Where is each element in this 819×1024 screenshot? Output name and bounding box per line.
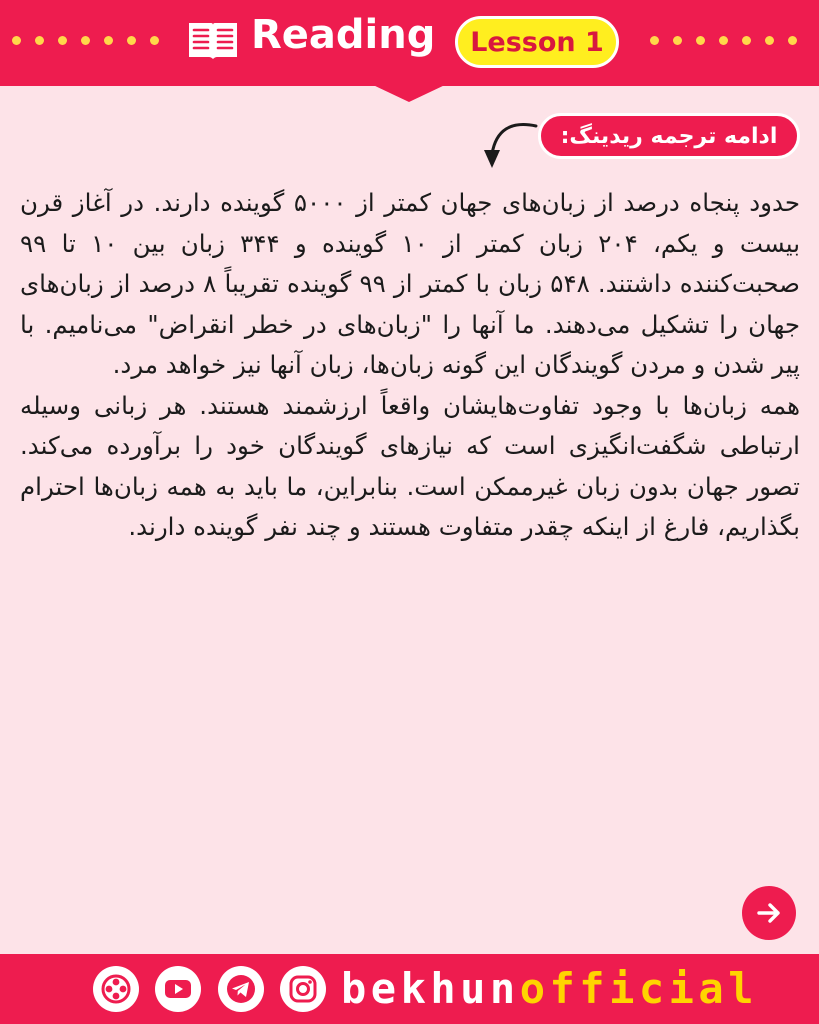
youtube-button[interactable] [155, 966, 201, 1012]
aparat-icon [100, 973, 132, 1005]
page-title: Reading [251, 12, 436, 58]
instagram-button[interactable] [280, 966, 326, 1012]
aparat-button[interactable] [93, 966, 139, 1012]
lesson-badge: Lesson 1 [455, 16, 619, 68]
reading-translation-text [20, 183, 800, 548]
brand-name-part2: official [519, 964, 759, 1013]
arrow-right-icon [754, 898, 784, 928]
next-page-button[interactable] [742, 886, 796, 940]
brand-name-part1: bekhun [341, 964, 520, 1013]
decorative-dots-left [12, 36, 159, 45]
instagram-icon [287, 973, 319, 1005]
brand-handle [341, 962, 758, 1016]
book-icon [186, 18, 240, 62]
paragraph-2: همه زبان‌ها با وجود تفاوت‌هایشان واقعاً ارزشمند هستند. هر زبانی وسیله ارتباطی شگفت‌انگیزی است که نیازهای گویندگان خود را برآورده می‌کند. تصور جهان بدون زبان غیرممکن است. بنابراین، ما باید به همه زبان‌ها احترام بگذاریم، فارغ از اینکه چقدر متفاوت هستند و چند نفر گوینده دارند. [20, 390, 800, 541]
telegram-button[interactable] [218, 966, 264, 1012]
paragraph-1: حدود پنجاه درصد از زبان‌های جهان کمتر از ۵۰۰۰ گوینده دارند. در آغاز قرن بیست و یکم، ۲۰۴ زبان کمتر از ۱۰ گوینده و ۳۴۴ زبان بین ۱۰ تا ۹۹ صحبت‌کننده داشتند. ۵۴۸ زبان با کمتر از ۹۹ گوینده تقریباً ۸ درصد از زبان‌های جهان را تشکیل می‌دهند. ما آنها را "زبان‌های در خطر انقراض" می‌نامیم. با پیر شدن و مردن گویندگان این گونه زبان‌ها، زبان آنها نیز خواهد مرد. [20, 188, 801, 379]
decorative-dots-right [650, 36, 797, 45]
section-label: ادامه ترجمه ریدینگ: [538, 113, 800, 159]
youtube-icon [162, 973, 194, 1005]
header-notch [371, 84, 447, 102]
telegram-icon [225, 973, 257, 1005]
